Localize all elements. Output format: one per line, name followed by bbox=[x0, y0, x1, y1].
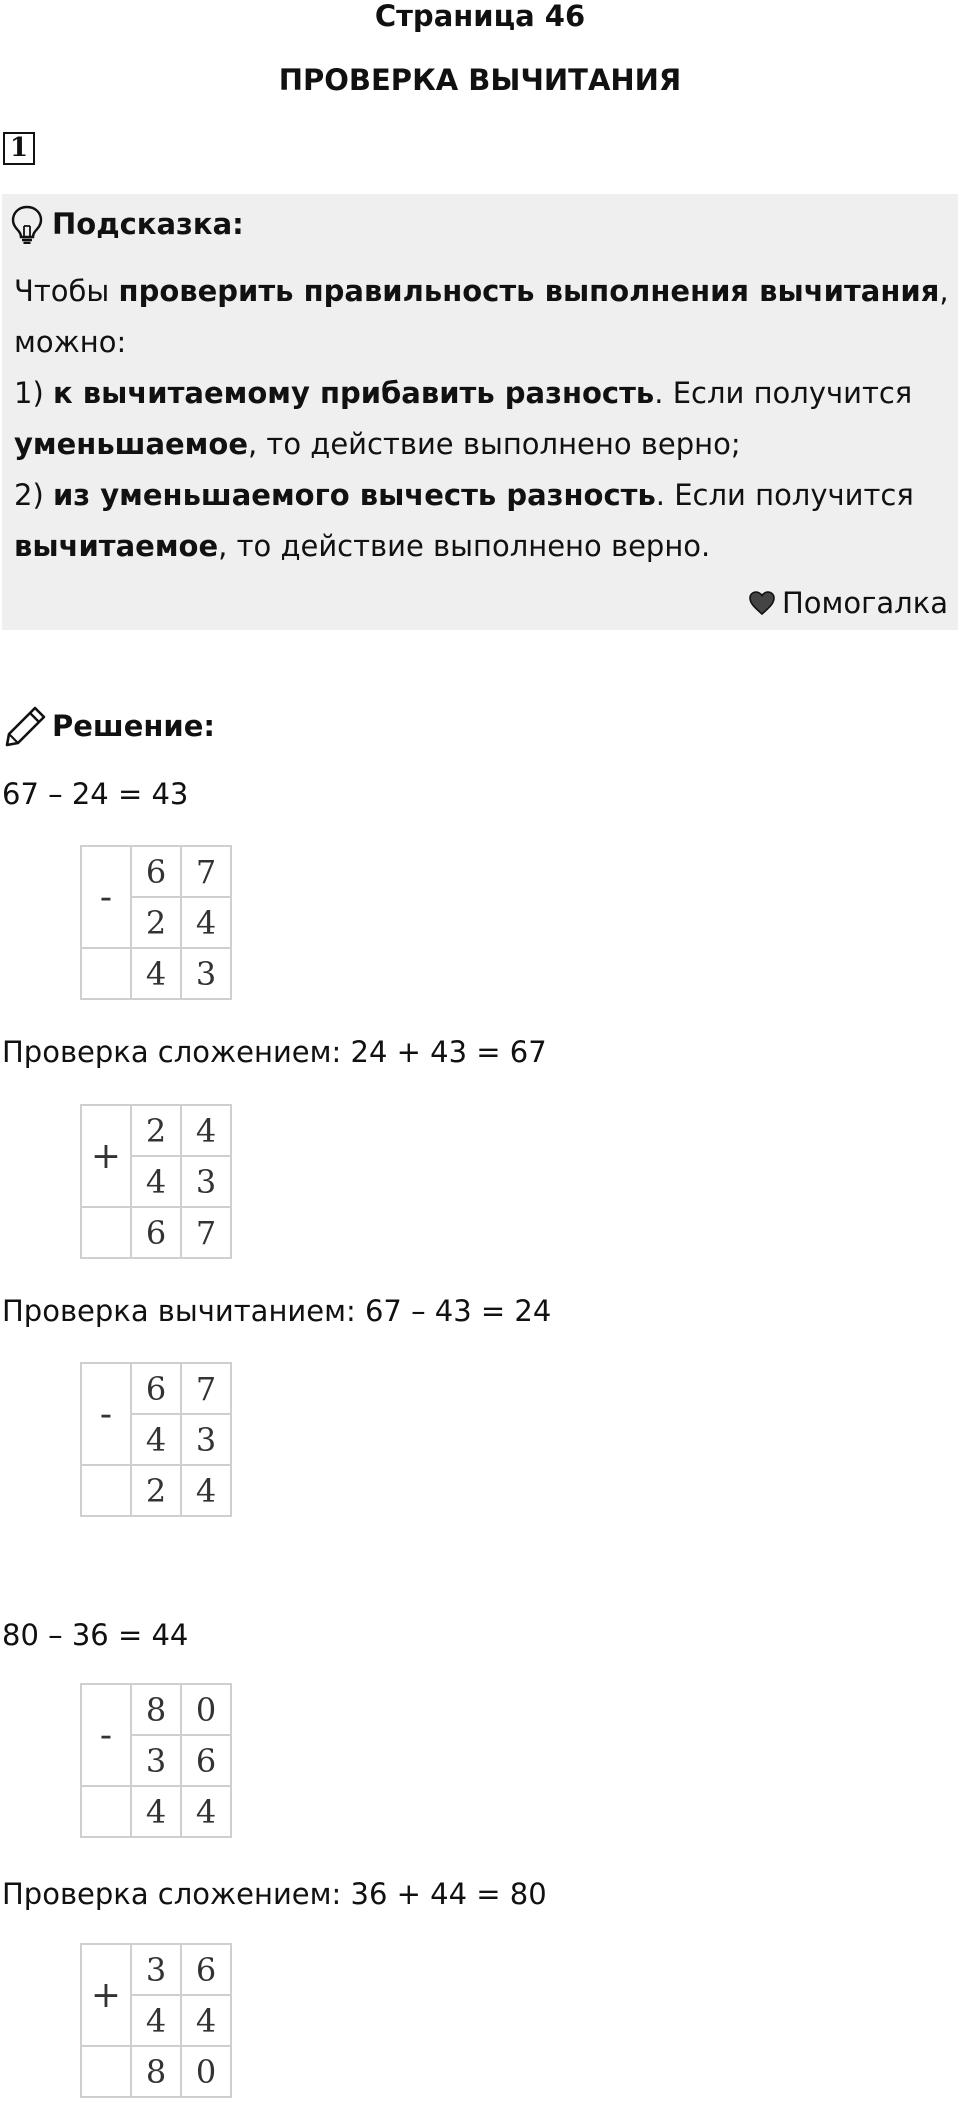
digit-cell: 6 bbox=[131, 1363, 181, 1414]
digit-cell: 8 bbox=[131, 1684, 181, 1735]
empty-cell bbox=[81, 1207, 131, 1258]
brand-name: Помогалка bbox=[782, 586, 948, 620]
operator-sign: + bbox=[81, 1944, 131, 2046]
solution-title: Решение: bbox=[52, 709, 216, 743]
hint-title: Подсказка: bbox=[52, 207, 244, 241]
hint-text-run: можно: bbox=[14, 325, 127, 359]
result-digit-cell: 7 bbox=[181, 1207, 231, 1258]
digit-cell: 3 bbox=[131, 1944, 181, 1995]
pencil-icon bbox=[4, 704, 48, 748]
hint-line bbox=[14, 317, 954, 368]
hint-header bbox=[10, 204, 244, 244]
digit-cell: 7 bbox=[181, 1363, 231, 1414]
hint-text-run: 2) bbox=[14, 478, 53, 512]
hint-text-run: . Если получится bbox=[655, 478, 914, 512]
result-digit-cell: 3 bbox=[181, 948, 231, 999]
result-digit-cell: 4 bbox=[181, 1465, 231, 1516]
hint-text-run: , то действие выполнено верно; bbox=[247, 427, 741, 461]
column-calculation bbox=[80, 1943, 232, 2098]
digit-cell: 4 bbox=[181, 897, 231, 948]
hint-box bbox=[2, 194, 958, 630]
digit-cell: 3 bbox=[181, 1156, 231, 1207]
column-calculation bbox=[80, 1683, 232, 1838]
heart-icon bbox=[748, 590, 776, 616]
result-digit-cell: 4 bbox=[131, 1786, 181, 1837]
digit-cell: 6 bbox=[131, 846, 181, 897]
digit-cell: 0 bbox=[181, 1684, 231, 1735]
hint-bold-text: вычитаемое bbox=[14, 529, 219, 563]
digit-cell: 2 bbox=[131, 1105, 181, 1156]
result-digit-cell: 4 bbox=[181, 1786, 231, 1837]
section-title: ПРОВЕРКА ВЫЧИТАНИЯ bbox=[278, 63, 682, 97]
column-calculation bbox=[80, 1362, 232, 1517]
hint-bold-text: уменьшаемое bbox=[14, 427, 248, 461]
hint-text bbox=[14, 266, 954, 572]
equation: Проверка вычитанием: 67 – 43 = 24 bbox=[2, 1294, 552, 1328]
hint-bold-text: проверить правильность выполнения вычитания bbox=[118, 274, 940, 308]
column-calculation bbox=[80, 1104, 232, 1259]
hint-bold-text: из уменьшаемого вычесть разность bbox=[52, 478, 656, 512]
digit-cell: 4 bbox=[131, 1156, 181, 1207]
operator-sign: - bbox=[81, 846, 131, 948]
hint-text-run: Чтобы bbox=[14, 274, 119, 308]
hint-text-run: , то действие выполнено верно. bbox=[218, 529, 711, 563]
column-calculation bbox=[80, 845, 232, 1000]
digit-cell: 4 bbox=[181, 1995, 231, 2046]
result-digit-cell: 6 bbox=[131, 1207, 181, 1258]
brand-label bbox=[748, 582, 948, 624]
task-number: 1 bbox=[3, 132, 35, 165]
hint-text-run: . Если получится bbox=[654, 376, 913, 410]
result-digit-cell: 0 bbox=[181, 2046, 231, 2097]
equation: Проверка сложением: 36 + 44 = 80 bbox=[2, 1877, 547, 1911]
hint-line bbox=[14, 266, 954, 317]
empty-cell bbox=[81, 1786, 131, 1837]
hint-line bbox=[14, 521, 954, 572]
digit-cell: 6 bbox=[181, 1735, 231, 1786]
equation: 80 – 36 = 44 bbox=[2, 1618, 189, 1652]
solution-header bbox=[4, 700, 215, 752]
hint-bold-text: к вычитаемому прибавить разность bbox=[52, 376, 655, 410]
digit-cell: 7 bbox=[181, 846, 231, 897]
digit-cell: 4 bbox=[181, 1105, 231, 1156]
result-digit-cell: 8 bbox=[131, 2046, 181, 2097]
equation: Проверка сложением: 24 + 43 = 67 bbox=[2, 1035, 547, 1069]
result-digit-cell: 2 bbox=[131, 1465, 181, 1516]
empty-cell bbox=[81, 1465, 131, 1516]
empty-cell bbox=[81, 948, 131, 999]
page-title: Страница 46 bbox=[374, 0, 586, 33]
hint-text-run: 1) bbox=[14, 376, 53, 410]
hint-line bbox=[14, 419, 954, 470]
digit-cell: 4 bbox=[131, 1414, 181, 1465]
hint-line bbox=[14, 368, 954, 419]
equation: 67 – 24 = 43 bbox=[2, 777, 189, 811]
digit-cell: 6 bbox=[181, 1944, 231, 1995]
operator-sign: - bbox=[81, 1684, 131, 1786]
lightbulb-icon bbox=[10, 204, 44, 244]
hint-line bbox=[14, 470, 954, 521]
empty-cell bbox=[81, 2046, 131, 2097]
result-digit-cell: 4 bbox=[131, 948, 181, 999]
digit-cell: 2 bbox=[131, 897, 181, 948]
operator-sign: + bbox=[81, 1105, 131, 1207]
digit-cell: 4 bbox=[131, 1995, 181, 2046]
digit-cell: 3 bbox=[131, 1735, 181, 1786]
digit-cell: 3 bbox=[181, 1414, 231, 1465]
hint-text-run: , bbox=[939, 274, 949, 308]
operator-sign: - bbox=[81, 1363, 131, 1465]
